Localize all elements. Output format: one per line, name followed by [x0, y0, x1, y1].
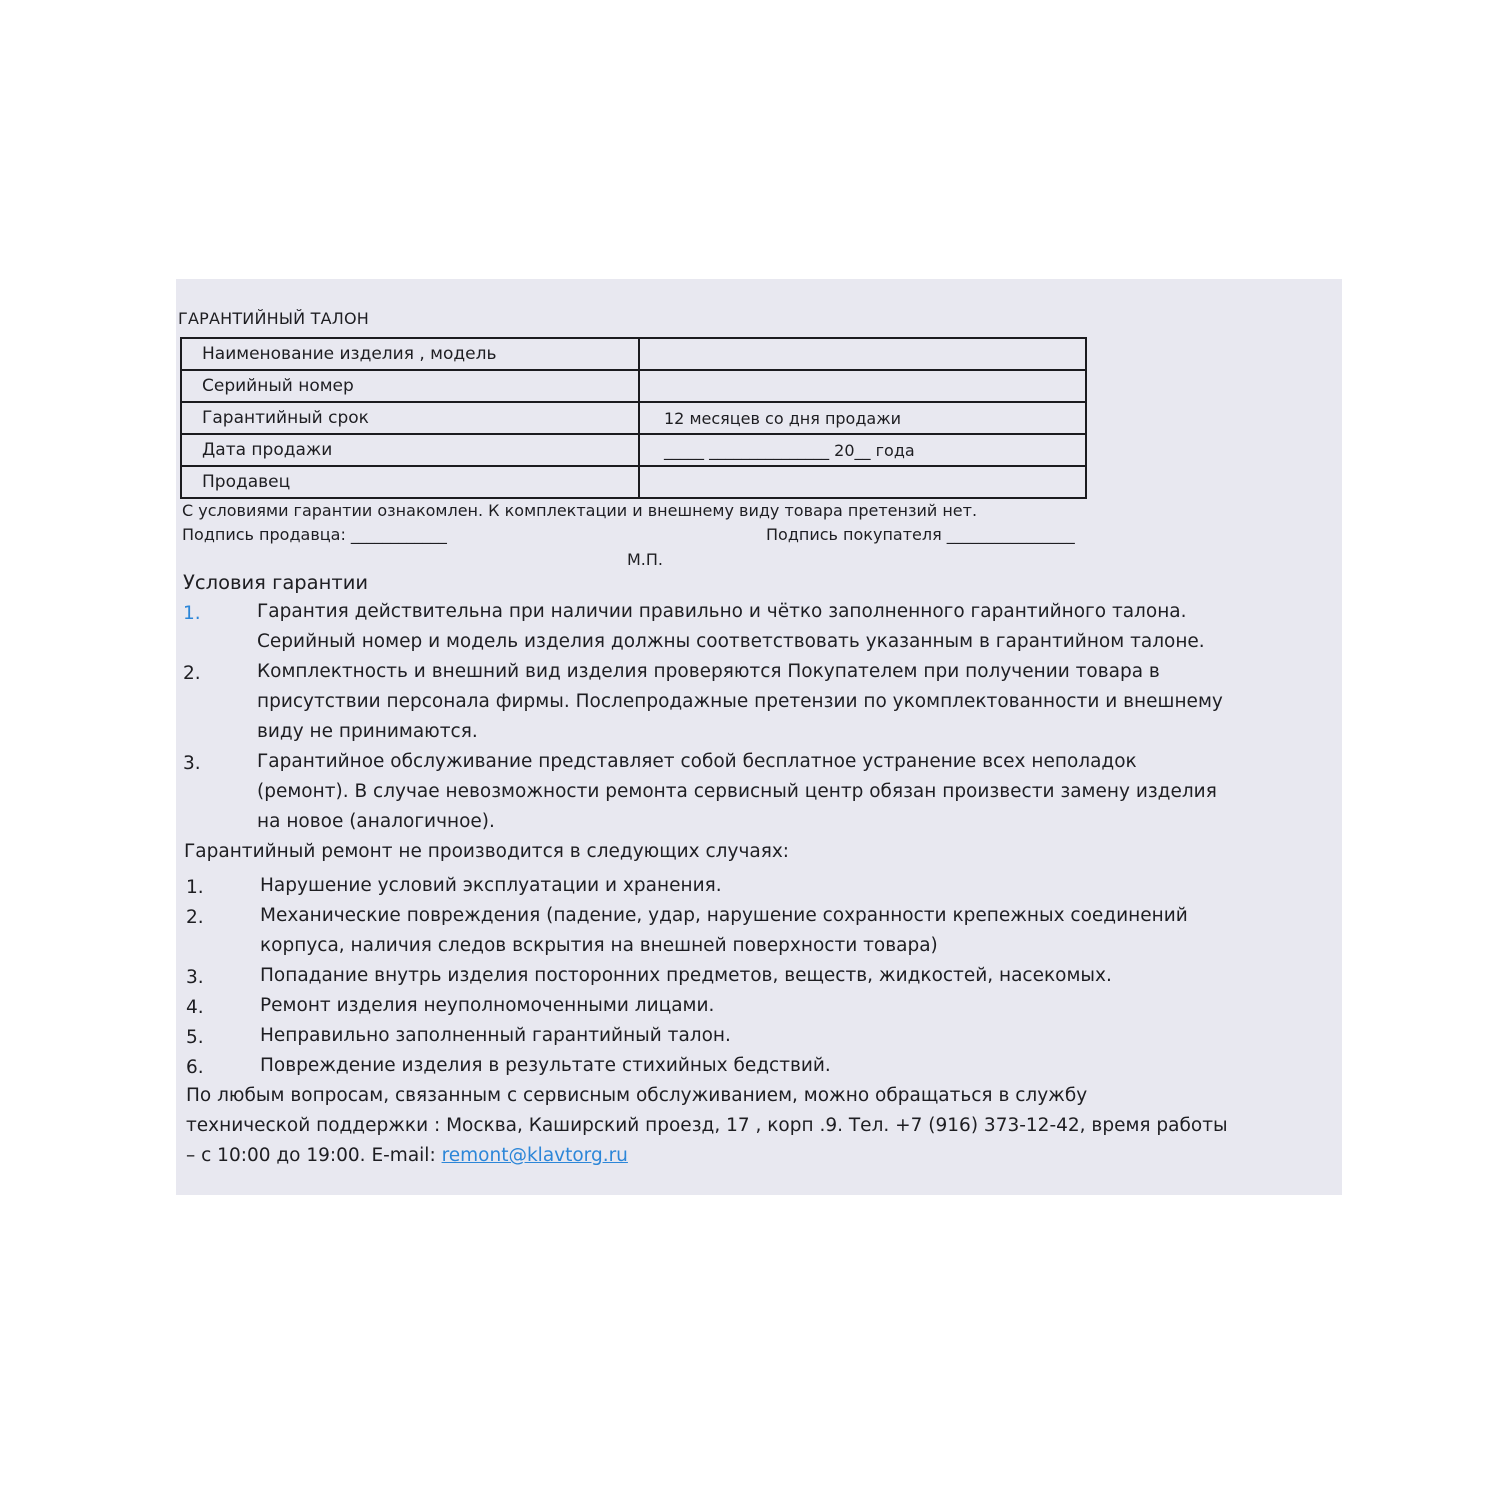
warranty-table — [180, 337, 1087, 499]
contact-hours: – с 10:00 до 19:00. E-mail: — [186, 1145, 442, 1166]
exclusion-number: 2. — [186, 907, 204, 928]
condition-number: 2. — [183, 663, 201, 684]
condition-text: виду не принимаются. — [257, 721, 478, 742]
acknowledgement-text: С условиями гарантии ознакомлен. К комплектации и внешнему виду товара претензий нет. — [182, 501, 978, 520]
contact-text: По любым вопросам, связанным с сервисным обслуживанием, можно обращаться в службу — [186, 1085, 1088, 1106]
condition-number: 3. — [183, 753, 201, 774]
condition-number: 1. — [183, 603, 201, 624]
condition-text: (ремонт). В случае невозможности ремонта сервисный центр обязан произвести замену изделия — [257, 781, 1217, 802]
exclusion-text: Неправильно заполненный гарантийный талон. — [260, 1025, 731, 1046]
row-value — [639, 466, 1086, 498]
table-row — [181, 434, 1086, 466]
conditions-heading: Условия гарантии — [183, 571, 369, 594]
page-title: ГАРАНТИЙНЫЙ ТАЛОН — [178, 309, 370, 328]
row-label: Гарантийный срок — [181, 402, 639, 434]
row-value — [639, 338, 1086, 370]
exclusion-text: Механические повреждения (падение, удар, нарушение сохранности крепежных соединений — [260, 905, 1188, 926]
table-row — [181, 466, 1086, 498]
exclusion-number: 1. — [186, 877, 204, 898]
exclusion-number: 3. — [186, 967, 204, 988]
condition-text: Гарантия действительна при наличии правильно и чётко заполненного гарантийного талона. — [257, 601, 1187, 622]
exclusions-heading: Гарантийный ремонт не производится в следующих случаях: — [184, 841, 790, 862]
exclusion-text: Повреждение изделия в результате стихийных бедствий. — [260, 1055, 831, 1076]
email-link[interactable]: remont@klavtorg.ru — [441, 1145, 628, 1166]
row-label: Дата продажи — [181, 434, 639, 466]
buyer-signature: Подпись покупателя ________________ — [766, 525, 1075, 544]
row-label: Продавец — [181, 466, 639, 498]
row-label: Серийный номер — [181, 370, 639, 402]
row-value — [639, 370, 1086, 402]
condition-text: присутствии персонала фирмы. Послепродажные претензии по укомплектованности и внешнему — [257, 691, 1223, 712]
row-label: Наименование изделия , модель — [181, 338, 639, 370]
exclusion-text: Нарушение условий эксплуатации и хранения. — [260, 875, 722, 896]
condition-text: Комплектность и внешний вид изделия проверяются Покупателем при получении товара в — [257, 661, 1160, 682]
exclusion-text: корпуса, наличия следов вскрытия на внешней поверхности товара) — [260, 935, 938, 956]
row-value: 12 месяцев со дня продажи — [639, 402, 1086, 434]
row-value: _____ _______________ 20__ года — [639, 434, 1086, 466]
table-row — [181, 370, 1086, 402]
exclusion-number: 6. — [186, 1057, 204, 1078]
contact-text — [186, 1141, 628, 1171]
table-row — [181, 338, 1086, 370]
warranty-card — [176, 279, 1342, 1195]
exclusion-text: Попадание внутрь изделия посторонних предметов, веществ, жидкостей, насекомых. — [260, 965, 1112, 986]
exclusion-text: Ремонт изделия неуполномоченными лицами. — [260, 995, 715, 1016]
condition-text: Серийный номер и модель изделия должны соответствовать указанным в гарантийном талоне. — [257, 631, 1205, 652]
seller-signature: Подпись продавца: ____________ — [182, 525, 447, 544]
condition-text: на новое (аналогичное). — [257, 811, 495, 832]
contact-text: технической поддержки : Москва, Каширский проезд, 17 , корп .9. Тел. +7 (916) 373-12-42, время работы — [186, 1115, 1228, 1136]
exclusion-number: 4. — [186, 997, 204, 1018]
condition-text: Гарантийное обслуживание представляет собой бесплатное устранение всех неполадок — [257, 751, 1137, 772]
exclusion-number: 5. — [186, 1027, 204, 1048]
table-row — [181, 402, 1086, 434]
stamp-label: М.П. — [627, 550, 664, 569]
